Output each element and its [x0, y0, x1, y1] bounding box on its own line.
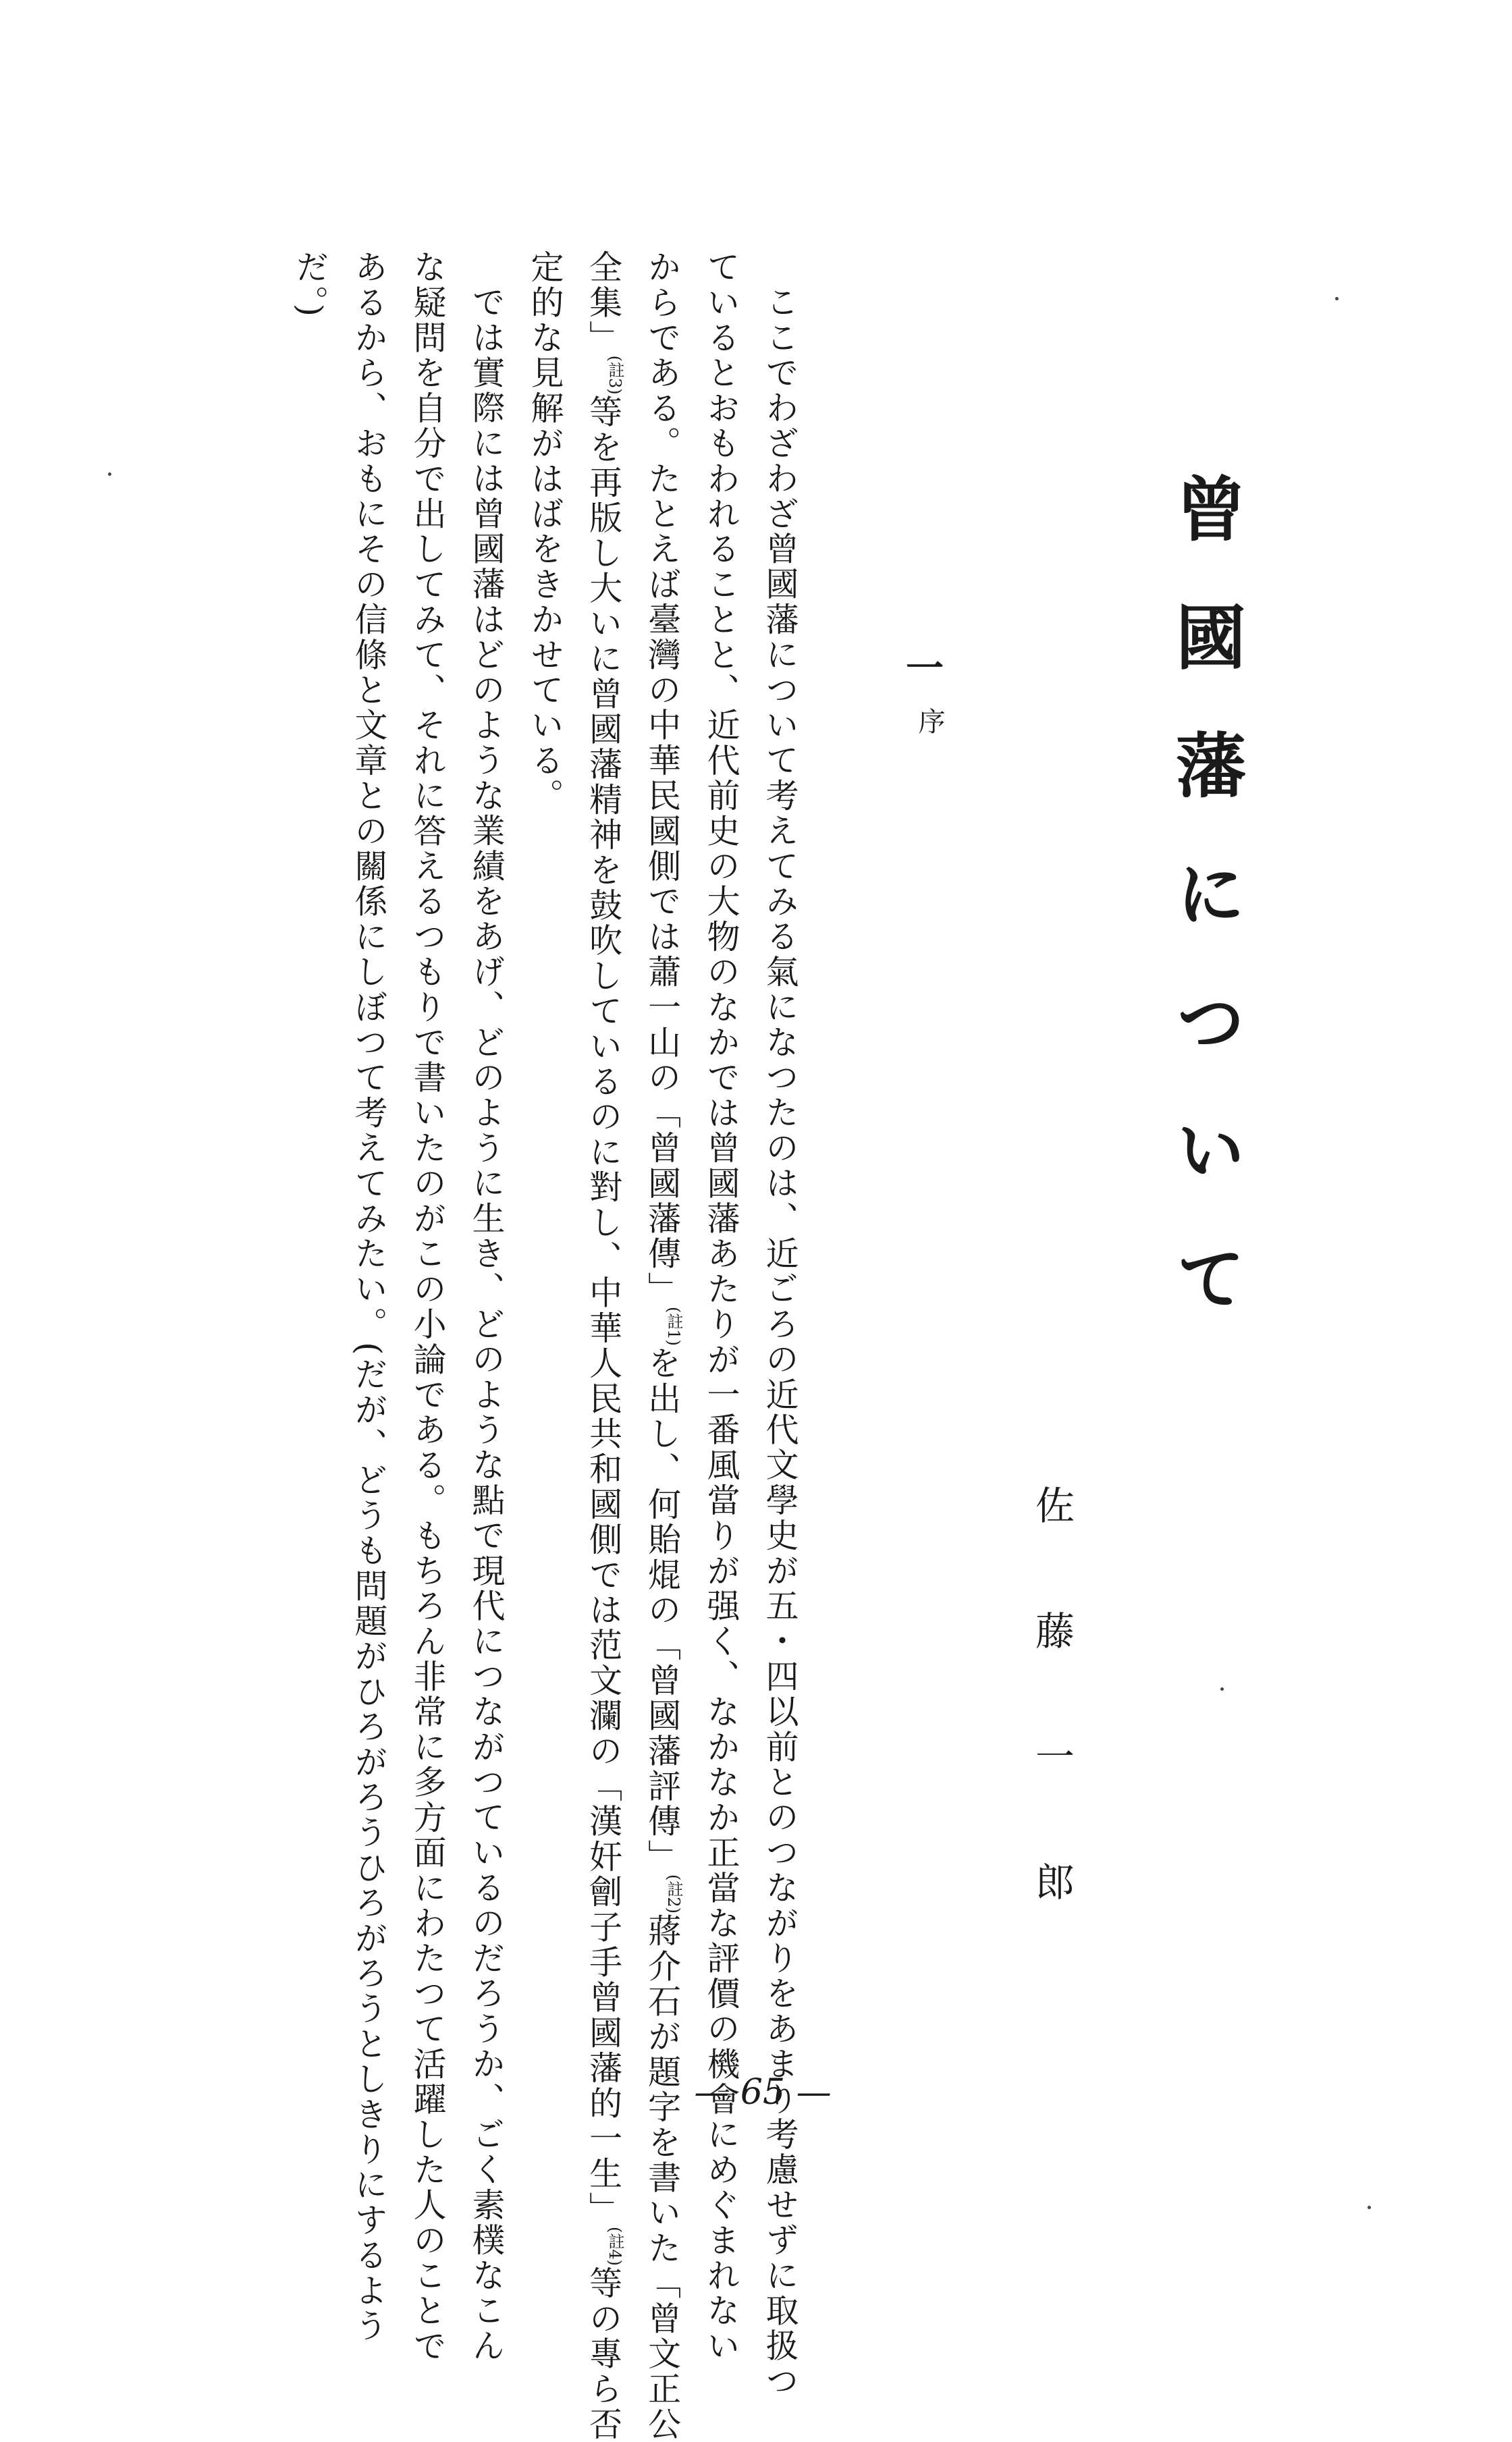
body-line-9: だ。): [291, 250, 329, 319]
scan-speck: [1220, 1687, 1224, 1691]
body-line-5: 定的な見解がはばをきかせている。: [526, 250, 564, 814]
footnote-marker: (註4): [605, 2227, 624, 2267]
scan-speck: [1335, 297, 1339, 300]
body-line-4: 全集」$^{(註3)}$等を再版し大いに曾國藩精神を鼓吹しているのに對し、中華人民共和國側では范文瀾の「漢奸劊子手曾國藩的一生」$^{(註4)}$等の專ら否: [584, 250, 624, 2442]
body-line-3: からである。たとえば臺灣の中華民國側では蕭一山の「曾國藩傳」$^{(註1)}$を出し、何貽焜の「曾國藩評傳」$^{(註2)}$蔣介石が題字を書いた「曾文正公: [643, 250, 683, 2442]
author-name: 佐藤一郎: [1029, 1485, 1075, 1987]
section-title: 序: [914, 707, 945, 734]
body-line-6: では實際には曾國藩はどのような業績をあげ、どのように生き、どのような點で現代につながつているのだろうか、ごく素樸なこん: [467, 285, 506, 2364]
section-number: 一: [900, 648, 944, 686]
scan-speck: [108, 472, 111, 476]
page-number: — 65 —: [694, 2072, 832, 2113]
article-title: 曾國藩について: [1164, 472, 1246, 1370]
body-line-8: あるから、おもにその信條と文章との關係にしぼつて考えてみたい。(だが、どうも問題がひろがろうひろがろうとしきりにするよう: [350, 250, 388, 2344]
body-line-7: な疑問を自分で出してみて、それに答えるつもりで書いたのがこの小論である。もちろん非常に多方面にわたつて活躍した人のことで: [408, 250, 447, 2364]
footnote-marker: (註1): [664, 1307, 683, 1346]
body-line-2: ているとおもわれることと、近代前史の大物のなかでは曾國藩あたりが一番風當りが强く、なかなか正當な評價の機會にめぐまれない: [702, 250, 740, 2364]
footnote-marker: (註3): [605, 355, 624, 395]
footnote-marker: (註2): [664, 1874, 683, 1914]
scan-speck: [1368, 2206, 1371, 2209]
body-line-1: ここでわざわざ曾國藩について考えてみる氣になつたのは、近ごろの近代文學史が五・四以前とのつながりをあまり考慮せずに取扱つ: [761, 285, 799, 2399]
